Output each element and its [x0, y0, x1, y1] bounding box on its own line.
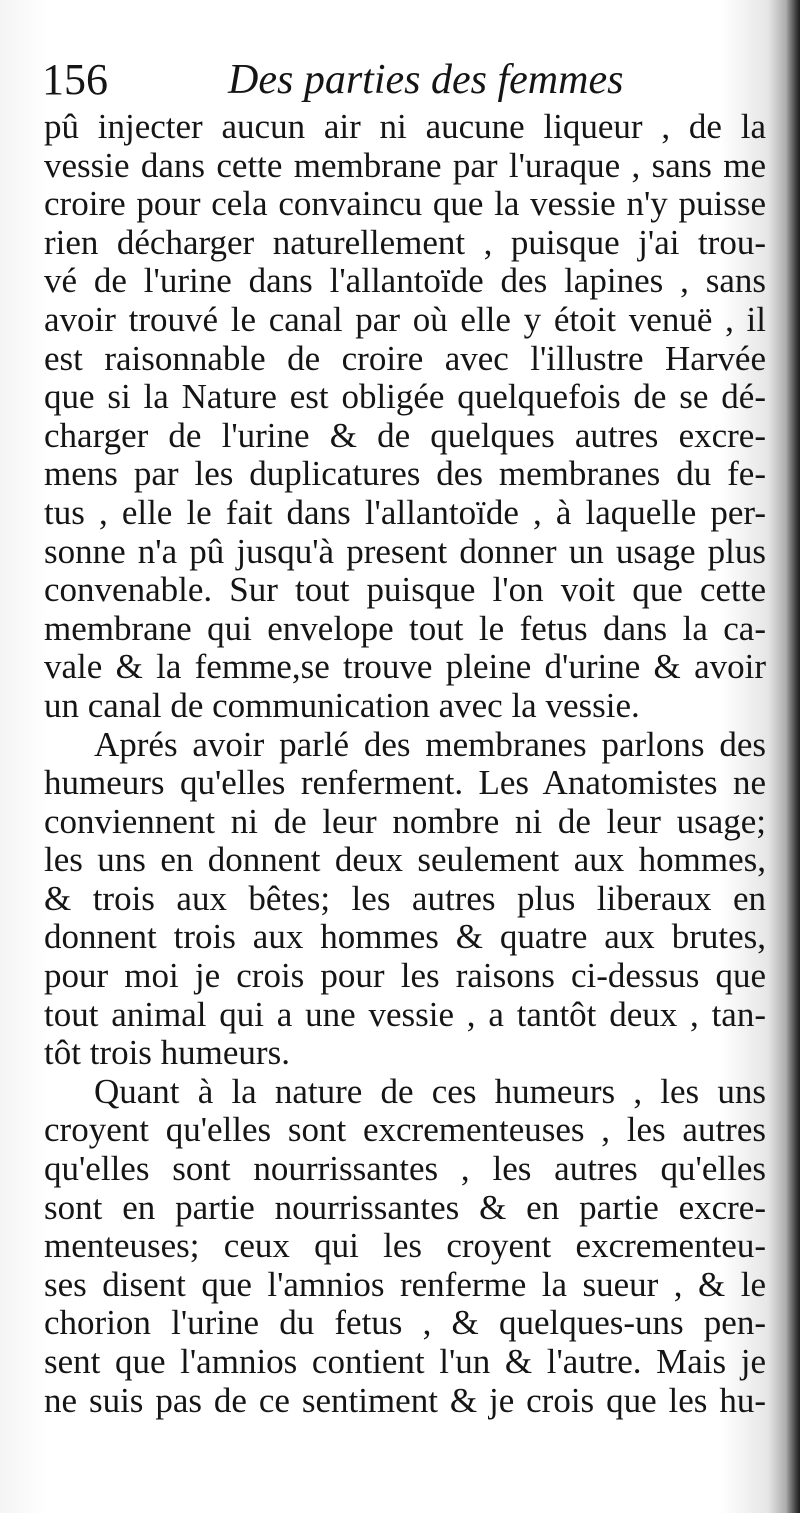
running-head: Des parties des femmes	[228, 57, 624, 103]
text-line: croyent qu'elles sont excrementeuses , les autres	[44, 1111, 766, 1150]
text-line: un canal de communication avec la vessie.	[44, 686, 640, 725]
text-line: pour moi je crois pour les raisons ci-dessus que	[44, 957, 766, 996]
body-text	[44, 108, 766, 1420]
text-line: ne suis pas de ce sentiment & je crois que les hu-	[44, 1381, 766, 1420]
text-line: tout animal qui a une vessie , a tantôt deux , tan-	[44, 995, 766, 1034]
text-line: rien décharger naturellement , puisque j'ai trou-	[44, 223, 766, 262]
page-header	[42, 52, 762, 108]
text-line: mens par les duplicatures des membranes du fe-	[44, 455, 766, 494]
text-line: qu'elles sont nourrissantes , les autres qu'elles	[44, 1150, 766, 1189]
text-line: & trois aux bêtes; les autres plus liberaux en	[44, 879, 766, 918]
text-line: croire pour cela convaincu que la vessie n'y puisse	[44, 185, 766, 224]
page-number: 156	[42, 55, 108, 104]
text-line: avoir trouvé le canal par où elle y étoit venuë , il	[44, 300, 766, 339]
text-line: vale & la femme,se trouve pleine d'urine & avoir	[44, 648, 766, 687]
text-line: vessie dans cette membrane par l'uraque , sans me	[44, 146, 766, 185]
text-line: est raisonnable de croire avec l'illustre Harvée	[44, 339, 766, 378]
text-line: Aprés avoir parlé des membranes parlons des	[94, 725, 766, 764]
text-line: Quant à la nature de ces humeurs , les uns	[94, 1072, 766, 1111]
paragraph-1	[44, 108, 766, 726]
text-line: charger de l'urine & de quelques autres excre-	[44, 416, 766, 455]
text-line: les uns en donnent deux seulement aux hommes,	[44, 841, 766, 880]
text-line: membrane qui envelope tout le fetus dans la ca-	[44, 609, 766, 648]
text-line: convenable. Sur tout puisque l'on voit que cette	[44, 571, 766, 610]
text-line: donnent trois aux hommes & quatre aux brutes,	[44, 918, 766, 957]
text-line: sonne n'a pû jusqu'à present donner un usage plus	[44, 532, 766, 571]
text-line: ses disent que l'amnios renferme la sueur , & le	[44, 1265, 766, 1304]
paragraph-3	[44, 1073, 766, 1420]
page-edge-shadow	[786, 0, 800, 1513]
text-line: que si la Nature est obligée quelquefois de se dé-	[44, 378, 766, 417]
text-line: sent que l'amnios contient l'un & l'autre. Mais je	[44, 1343, 766, 1381]
text-line: humeurs qu'elles renferment. Les Anatomistes ne	[44, 764, 766, 803]
text-line: chorion l'urine du fetus , & quelques-uns pen-	[44, 1304, 766, 1343]
text-line: pû injecter aucun air ni aucune liqueur , de la	[44, 108, 766, 146]
text-line: sont en partie nourrissantes & en partie excre-	[44, 1188, 766, 1227]
text-line: menteuses; ceux qui les croyent excrementeu-	[44, 1227, 766, 1266]
text-line: conviennent ni de leur nombre ni de leur usage;	[44, 802, 766, 841]
paragraph-2	[44, 726, 766, 1073]
text-line: tôt trois humeurs.	[44, 1034, 290, 1073]
text-line: tus , elle le fait dans l'allantoïde , à laquelle per-	[44, 493, 766, 532]
text-line: vé de l'urine dans l'allantoïde des lapines , sans	[44, 262, 766, 301]
